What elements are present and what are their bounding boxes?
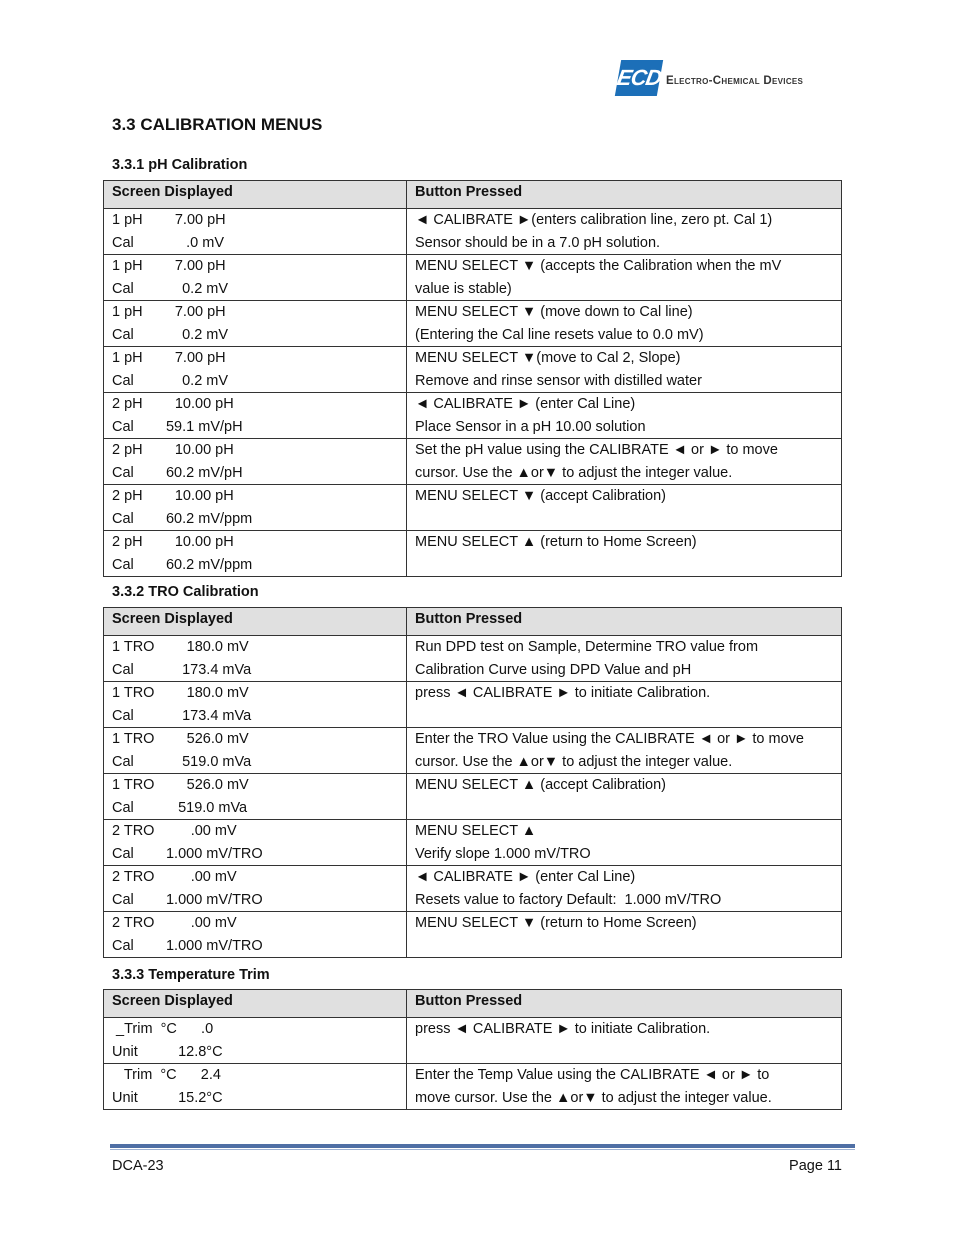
button-line-1: MENU SELECT ▼ (accepts the Calibration when the mV [415, 258, 782, 274]
document-id: DCA-23 [112, 1158, 164, 1174]
screen-line-1: 2 pH 10.00 pH [112, 396, 234, 412]
screen-line-1: 2 TRO .00 mV [112, 915, 237, 931]
table-row [104, 728, 842, 774]
screen-line-1: 1 TRO 526.0 mV [112, 731, 249, 747]
column-header-screen: Screen Displayed [104, 608, 407, 636]
button-line-1: ◄ CALIBRATE ►(enters calibration line, zero pt. Cal 1) [415, 212, 773, 228]
screen-line-2: Cal 173.4 mVa [112, 661, 252, 678]
footer-divider-thin [110, 1149, 855, 1150]
section-title: 3.3 CALIBRATION MENUS [112, 115, 323, 134]
screen-line-2: Cal 60.2 mV/pH [112, 464, 243, 481]
button-line-2: Place Sensor in a pH 10.00 solution [415, 418, 646, 435]
button-line-2: move cursor. Use the ▲or▼ to adjust the integer value. [415, 1089, 772, 1106]
screen-displayed-cell [104, 1064, 407, 1110]
button-line-2: Calibration Curve using DPD Value and pH [415, 661, 692, 678]
screen-line-2: Cal 0.2 mV [112, 372, 229, 389]
button-line-2: Remove and rinse sensor with distilled water [415, 372, 702, 389]
table-row [104, 393, 842, 439]
ecd-logo-mark: ECD [615, 60, 663, 96]
screen-line-1: Trim °C 2.4 [112, 1067, 221, 1083]
button-line-2: value is stable) [415, 280, 512, 297]
screen-line-2: Cal 173.4 mVa [112, 707, 252, 724]
button-line-1: ◄ CALIBRATE ► (enter Cal Line) [415, 869, 636, 885]
screen-displayed-cell [104, 531, 407, 577]
screen-line-2: Unit 15.2°C [112, 1089, 223, 1106]
screen-line-2: Cal .0 mV [112, 234, 224, 251]
tro-calibration-table [103, 607, 842, 958]
screen-displayed-cell [104, 866, 407, 912]
temperature-trim-table [103, 989, 842, 1110]
table-row [104, 439, 842, 485]
screen-line-1: 1 pH 7.00 pH [112, 304, 226, 320]
table-row [104, 820, 842, 866]
screen-displayed-cell [104, 301, 407, 347]
button-line-1: Enter the TRO Value using the CALIBRATE ◄ or ► to move [415, 731, 804, 747]
footer-divider [110, 1144, 855, 1148]
table-row [104, 636, 842, 682]
button-pressed-cell [407, 820, 842, 866]
column-header-screen: Screen Displayed [104, 181, 407, 209]
table-row [104, 347, 842, 393]
button-line-1: Enter the Temp Value using the CALIBRATE ◄ or ► to [415, 1067, 770, 1083]
screen-line-1: 1 TRO 180.0 mV [112, 685, 249, 701]
screen-displayed-cell [104, 682, 407, 728]
screen-displayed-cell [104, 347, 407, 393]
button-line-2: Verify slope 1.000 mV/TRO [415, 845, 591, 862]
screen-displayed-cell [104, 485, 407, 531]
screen-displayed-cell [104, 255, 407, 301]
screen-displayed-cell [104, 912, 407, 958]
button-pressed-cell [407, 1064, 842, 1110]
button-line-1: press ◄ CALIBRATE ► to initiate Calibration. [415, 685, 711, 701]
button-pressed-cell [407, 255, 842, 301]
table-row [104, 1064, 842, 1110]
button-pressed-cell [407, 209, 842, 255]
screen-line-1: 2 TRO .00 mV [112, 823, 237, 839]
button-line-1: MENU SELECT ▼ (accept Calibration) [415, 488, 666, 504]
company-logo [615, 60, 804, 96]
tro-calibration-heading: 3.3.2 TRO Calibration [112, 584, 259, 600]
screen-line-1: 2 pH 10.00 pH [112, 534, 234, 550]
temp-rows [104, 1018, 842, 1110]
button-line-1: press ◄ CALIBRATE ► to initiate Calibration. [415, 1021, 711, 1037]
screen-line-2: Unit 12.8°C [112, 1043, 223, 1060]
screen-line-1: 2 TRO .00 mV [112, 869, 237, 885]
button-line-2: Sensor should be in a 7.0 pH solution. [415, 234, 661, 251]
screen-line-1: 1 pH 7.00 pH [112, 350, 226, 366]
column-header-button: Button Pressed [407, 608, 842, 636]
table-row [104, 866, 842, 912]
table-row [104, 774, 842, 820]
button-line-2: (Entering the Cal line resets value to 0.0 mV) [415, 326, 704, 343]
page-number: Page 11 [789, 1158, 842, 1174]
button-line-1: ◄ CALIBRATE ► (enter Cal Line) [415, 396, 636, 412]
button-line-1: MENU SELECT ▲ (return to Home Screen) [415, 534, 697, 550]
button-pressed-cell [407, 439, 842, 485]
screen-line-2: Cal 1.000 mV/TRO [112, 845, 263, 862]
temperature-trim-heading: 3.3.3 Temperature Trim [112, 967, 270, 983]
button-pressed-cell [407, 531, 842, 577]
screen-line-1: 1 TRO 526.0 mV [112, 777, 249, 793]
button-line-2: Resets value to factory Default: 1.000 mV/TRO [415, 891, 722, 908]
table-row [104, 1018, 842, 1064]
screen-line-1: 1 pH 7.00 pH [112, 212, 226, 228]
button-line-1: MENU SELECT ▼ (move down to Cal line) [415, 304, 693, 320]
table-row [104, 485, 842, 531]
ph-calibration-heading: 3.3.1 pH Calibration [112, 157, 248, 173]
screen-displayed-cell [104, 728, 407, 774]
screen-line-2: Cal 0.2 mV [112, 280, 229, 297]
button-line-2: cursor. Use the ▲or▼ to adjust the integer value. [415, 464, 733, 481]
screen-line-2: Cal 519.0 mVa [112, 799, 248, 816]
screen-line-2: Cal 1.000 mV/TRO [112, 891, 263, 908]
screen-line-1: _Trim °C .0 [112, 1021, 214, 1037]
screen-line-1: 2 pH 10.00 pH [112, 488, 234, 504]
button-pressed-cell [407, 866, 842, 912]
table-row [104, 912, 842, 958]
screen-line-2: Cal 1.000 mV/TRO [112, 937, 263, 954]
button-pressed-cell [407, 728, 842, 774]
screen-displayed-cell [104, 439, 407, 485]
screen-line-2: Cal 519.0 mVa [112, 753, 252, 770]
button-pressed-cell [407, 347, 842, 393]
table-row [104, 255, 842, 301]
button-pressed-cell [407, 682, 842, 728]
button-line-2: cursor. Use the ▲or▼ to adjust the integer value. [415, 753, 733, 770]
screen-displayed-cell [104, 820, 407, 866]
screen-displayed-cell [104, 636, 407, 682]
screen-displayed-cell [104, 774, 407, 820]
button-pressed-cell [407, 912, 842, 958]
button-line-1: MENU SELECT ▼(move to Cal 2, Slope) [415, 350, 681, 366]
table-header-row [104, 990, 842, 1018]
ph-calibration-table [103, 180, 842, 577]
ph-rows [104, 209, 842, 577]
screen-line-2: Cal 60.2 mV/ppm [112, 556, 253, 573]
table-row [104, 531, 842, 577]
screen-line-2: Cal 59.1 mV/pH [112, 418, 243, 435]
button-pressed-cell [407, 301, 842, 347]
tro-rows [104, 636, 842, 958]
screen-displayed-cell [104, 1018, 407, 1064]
table-header-row [104, 181, 842, 209]
screen-line-1: 1 TRO 180.0 mV [112, 639, 249, 655]
button-pressed-cell [407, 774, 842, 820]
button-pressed-cell [407, 485, 842, 531]
button-pressed-cell [407, 636, 842, 682]
company-name: Electro-Chemical Devices [666, 75, 804, 87]
table-row [104, 301, 842, 347]
button-line-1: Set the pH value using the CALIBRATE ◄ or ► to move [415, 442, 778, 458]
button-line-1: MENU SELECT ▼ (return to Home Screen) [415, 915, 697, 931]
screen-displayed-cell [104, 393, 407, 439]
button-line-1: MENU SELECT ▲ (accept Calibration) [415, 777, 666, 793]
button-line-1: Run DPD test on Sample, Determine TRO value from [415, 639, 759, 655]
button-pressed-cell [407, 1018, 842, 1064]
column-header-button: Button Pressed [407, 990, 842, 1018]
column-header-button: Button Pressed [407, 181, 842, 209]
screen-line-2: Cal 60.2 mV/ppm [112, 510, 253, 527]
screen-line-1: 2 pH 10.00 pH [112, 442, 234, 458]
column-header-screen: Screen Displayed [104, 990, 407, 1018]
screen-displayed-cell [104, 209, 407, 255]
screen-line-2: Cal 0.2 mV [112, 326, 229, 343]
screen-line-1: 1 pH 7.00 pH [112, 258, 226, 274]
button-pressed-cell [407, 393, 842, 439]
table-row [104, 209, 842, 255]
table-header-row [104, 608, 842, 636]
button-line-1: MENU SELECT ▲ [415, 823, 537, 839]
table-row [104, 682, 842, 728]
